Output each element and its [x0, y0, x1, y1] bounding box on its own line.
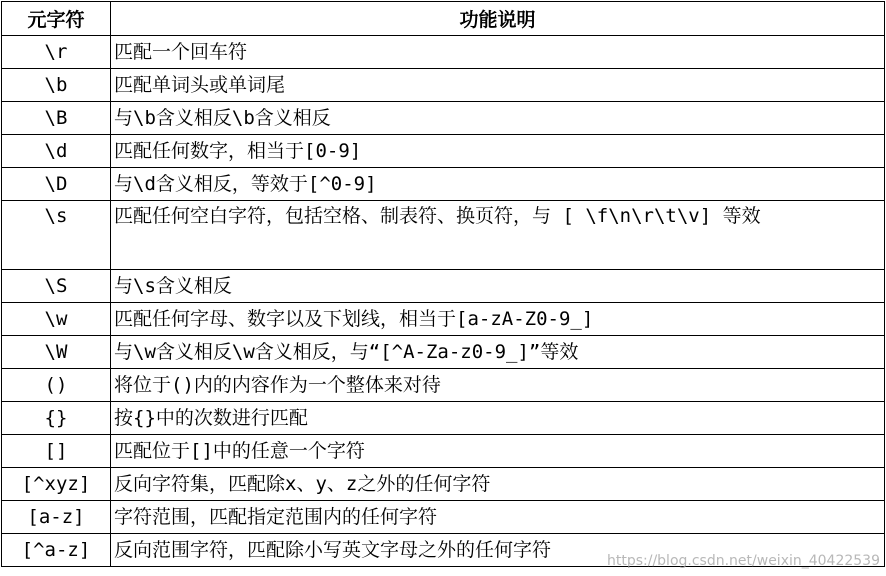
- header-description: 功能说明: [111, 2, 885, 36]
- table-row: [2, 135, 885, 168]
- table-row: [2, 336, 885, 369]
- regex-metachar-table: [1, 1, 885, 567]
- cell-symbol: \D: [2, 168, 111, 201]
- cell-symbol: \b: [2, 69, 111, 102]
- table-row: [2, 168, 885, 201]
- description-text: 按{}中的次数进行匹配: [114, 406, 308, 429]
- header-symbol: 元字符: [2, 2, 111, 36]
- description-text: 与\w含义相反\w含义相反，与“[^A-Za-z0-9_]”等效: [114, 340, 579, 363]
- table-row: [2, 501, 885, 534]
- table-row: [2, 369, 885, 402]
- cell-description: [111, 369, 885, 402]
- table-row: [2, 402, 885, 435]
- cell-description: [111, 468, 885, 501]
- description-text: 反向字符集，匹配除x、y、z之外的任何字符: [114, 472, 491, 495]
- table-row: [2, 303, 885, 336]
- watermark-text: https://blog.csdn.net/weixin_40422539: [606, 553, 880, 569]
- cell-description: [111, 435, 885, 468]
- cell-symbol: \S: [2, 270, 111, 303]
- description-text: 匹配单词头或单词尾: [114, 73, 286, 96]
- description-text: 将位于()内的内容作为一个整体来对待: [114, 373, 441, 396]
- cell-description: [111, 303, 885, 336]
- cell-description: [111, 270, 885, 303]
- description-text: 匹配位于[]中的任意一个字符: [114, 439, 365, 462]
- cell-description: [111, 336, 885, 369]
- table-header-row: [2, 2, 885, 36]
- cell-description: [111, 135, 885, 168]
- cell-symbol: (): [2, 369, 111, 402]
- cell-symbol: \r: [2, 36, 111, 69]
- cell-description: [111, 402, 885, 435]
- description-text: 反向范围字符，匹配除小写英文字母之外的任何字符: [114, 538, 552, 561]
- description-text: 与\s含义相反: [114, 274, 232, 297]
- cell-symbol: \d: [2, 135, 111, 168]
- cell-symbol: [^xyz]: [2, 468, 111, 501]
- cell-symbol: []: [2, 435, 111, 468]
- cell-description: [111, 501, 885, 534]
- cell-description: [111, 201, 885, 270]
- description-text: 匹配任何字母、数字以及下划线，相当于[a-zA-Z0-9_]: [114, 307, 594, 330]
- cell-description: [111, 102, 885, 135]
- cell-symbol: \W: [2, 336, 111, 369]
- table-row: [2, 102, 885, 135]
- cell-symbol: \s: [2, 201, 111, 270]
- cell-symbol: \B: [2, 102, 111, 135]
- cell-symbol: {}: [2, 402, 111, 435]
- description-text: 匹配任何空白字符，包括空格、制表符、换页符，与 [ \f\n\r\t\v] 等效: [114, 205, 761, 227]
- table-row: [2, 69, 885, 102]
- cell-symbol: [a-z]: [2, 501, 111, 534]
- description-text: 字符范围，匹配指定范围内的任何字符: [114, 505, 438, 528]
- description-text: 与\d含义相反，等效于[^0-9]: [114, 172, 377, 195]
- cell-description: [111, 168, 885, 201]
- description-text: 匹配一个回车符: [114, 40, 248, 63]
- cell-symbol: [^a-z]: [2, 534, 111, 567]
- cell-description: [111, 69, 885, 102]
- cell-symbol: \w: [2, 303, 111, 336]
- description-text: 与\b含义相反\b含义相反: [114, 106, 331, 129]
- table-row: [2, 435, 885, 468]
- cell-description: [111, 36, 885, 69]
- description-text: 匹配任何数字，相当于[0-9]: [114, 139, 362, 162]
- table-row: [2, 468, 885, 501]
- table-row: [2, 36, 885, 69]
- table-row: [2, 270, 885, 303]
- table-row: [2, 201, 885, 270]
